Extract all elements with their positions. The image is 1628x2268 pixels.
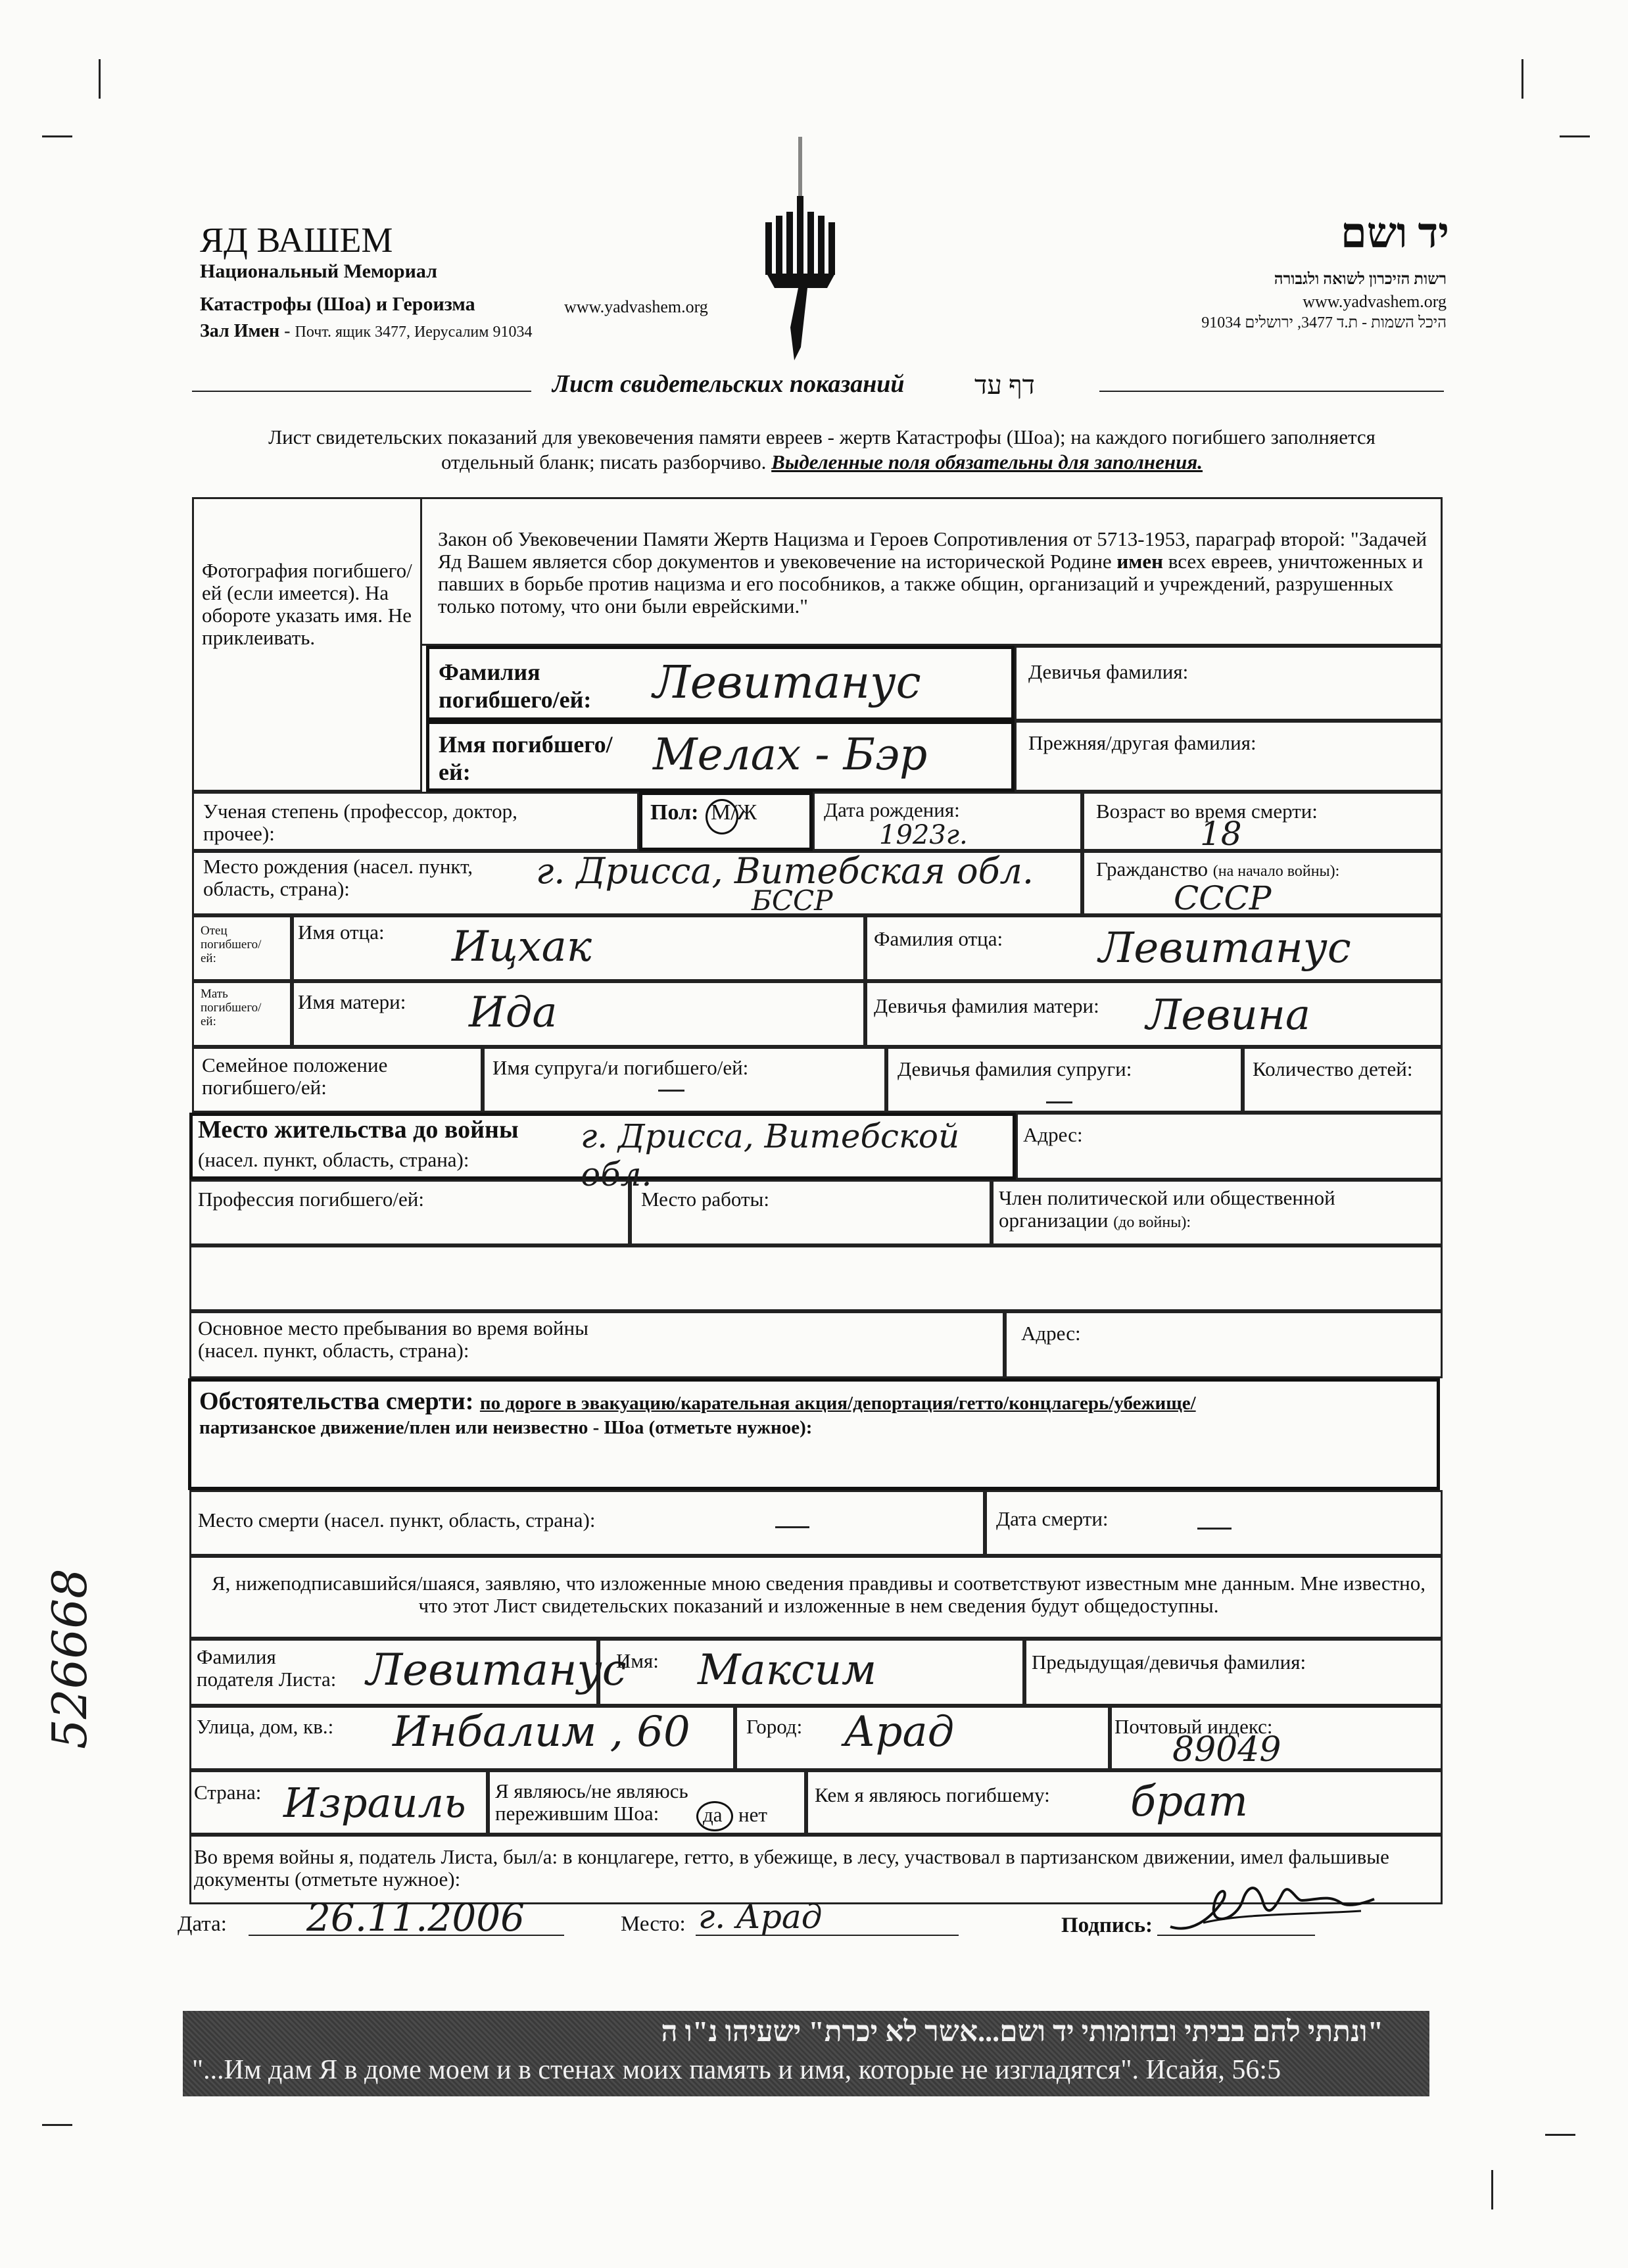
death-date-label: Дата смерти: [996,1507,1109,1530]
surname-label: Фамилия погибшего/ей: [439,659,592,713]
residence-label: Место жительства до войны [198,1116,519,1144]
country-label: Страна: [194,1781,262,1804]
marital-label: Семейное положение погибшего/ей: [202,1053,388,1099]
name-value: Мелах - Бэр [653,729,928,780]
father-surname-value: Левитанус [1099,924,1351,973]
residence-sub: (насел. пункт, область, страна): [198,1148,469,1171]
father-name-label: Имя отца: [298,921,385,944]
street-label: Улица, дом, кв.: [197,1715,334,1738]
he-address: 91034 היכל השמות - ת.ד 3477, ירושלים [1201,314,1447,331]
intro-body: Лист свидетельских показаний для увековечения памяти евреев - жертв Катастрофы (Шоа); на каждого погибшего заполняется отдельный бланк; писать разборчиво. [268,425,1376,473]
submitter-name-value: Максим [698,1646,877,1695]
degree-field[interactable] [192,792,639,851]
org-name-ru: ЯД ВАШЕМ [200,220,393,260]
father-surname-label: Фамилия отца: [874,927,1003,950]
father-name-field[interactable] [292,915,865,981]
blank-row [189,1245,1443,1311]
header [0,0,1628,368]
law-text [438,528,1431,617]
name-label: Имя погибшего/ей: [439,731,613,785]
member-field[interactable] [992,1180,1443,1245]
survivor-field[interactable] [488,1770,806,1835]
spouse-maiden-label: Девичья фамилия супруги: [898,1057,1132,1080]
website: www.yadvashem.org [564,297,708,316]
survivor-no: нет [738,1803,767,1826]
hall-line: Зал Имен - Почт. ящик 3477, Иерусалим 91034 [200,321,533,341]
death-place-field[interactable] [189,1490,985,1556]
survivor-yes-circle-icon [696,1801,733,1831]
date-value[interactable]: 26.11.2006 [306,1895,525,1940]
spouse-maiden-field[interactable] [886,1047,1243,1113]
wartime-self-label: Во время войны я, податель Листа, был/а: в концлагере, гетто, в убежище, в лесу, участвовал в партизанском движении, имел фальшивые документы (отметьте нужное): [194,1845,1389,1891]
gender-label: Пол: [650,800,699,825]
death-circ-line1 [199,1387,1196,1416]
maiden-label: Девичья фамилия: [1028,660,1189,683]
photo-label: Фотография погибшего/ей (если имеется). На обороте указать имя. Не приклеивать. [202,559,412,649]
citizenship-value: СССР [1174,879,1272,917]
wartime-address-label: Адрес: [1021,1322,1081,1345]
law-text-1: Закон об Увековечении Памяти Жертв Нацизма и Героев Сопротивления от 5713-1953, параграф второй: "Задачей Яд Вашем является сбор документов и увековечение на исторической Родине [438,527,1427,573]
surname-value: Левитанус [653,657,921,709]
age-value: 18 [1200,815,1242,853]
children-field[interactable] [1243,1047,1443,1113]
age-label: Возраст во время смерти: [1096,800,1318,823]
citizenship-note: (на начало войны): [1212,863,1340,880]
birthplace-value: г. Дрисса, Витебская обл. [536,850,1034,892]
declaration-text: Я, нижеподписавшийся/шаяся, заявляю, что изложенные мною сведения правдивы и соответствуют известным мне данным. Мне известно, что этот Лист свидетельских показаний и изложенные в нем сведения будут общедоступны. [212,1572,1425,1617]
intro-text [243,425,1401,475]
mother-side-cell [192,981,292,1047]
menorah-logo-icon [761,130,840,371]
wartime-place-label: Основное место пребывания во время войны (насел. пункт, область, страна): [198,1316,588,1362]
signature-label: Подпись: [1061,1914,1153,1937]
hall-address: Почт. ящик 3477, Иерусалим 91034 [295,324,533,341]
mother-name-value: Ида [469,988,558,1037]
death-circ-options-2: партизанское движение/плен или неизвестно - Шоа (отметьте нужное): [199,1417,813,1438]
form-title-he: דף עד [974,370,1035,400]
profession-field[interactable] [189,1180,630,1245]
citizenship-label-text: Гражданство [1096,857,1209,881]
mother-side-label: Мать погибшего/ей: [201,987,262,1028]
wartime-address-field[interactable] [1005,1311,1443,1378]
survivor-yes: да [703,1803,723,1826]
residence-value: г. Дрисса, Витебской обл. [581,1117,960,1194]
place-value[interactable]: г. Арад [698,1898,823,1936]
he-website: www.yadvashem.org [1303,292,1447,311]
death-circ-label: Обстоятельства смерти: [199,1387,474,1415]
law-text-2: всех евреев, уничтоженных и павших в борьбе против нацизма и его пособников, а также общин, организаций и учреждений, разрушенных только потому, что они были еврейскими." [438,550,1424,617]
children-label: Количество детей: [1253,1057,1413,1080]
country-value: Израиль [283,1779,466,1827]
degree-label: Ученая степень (профессор, доктор, прочее): [203,800,517,845]
residence-address-label: Адрес: [1023,1123,1083,1146]
gender-circle-icon [706,799,738,834]
submitter-prev-field[interactable] [1024,1639,1443,1706]
death-place-label: Место смерти (насел. пункт, область, страна): [198,1508,596,1532]
dob-value: 1923г. [879,820,968,850]
law-text-bold: имен [1116,550,1163,573]
member-label-text: Член политической или общественной организации [999,1186,1335,1232]
mother-name-label: Имя матери: [298,990,406,1013]
stamp-number: 526668 [42,1568,97,1749]
org-name-he: יד ושם [1340,210,1449,256]
relation-label: Кем я являюсь погибшему: [815,1783,1050,1806]
date-label: Дата: [178,1912,227,1936]
banner-hebrew: "ונתתי להם בביתי ובחומותי יד ושם...אשר לא יכרת" ישעיהו נ"ו ה [661,2015,1383,2048]
birthplace-value-2: БССР [752,884,833,917]
workplace-label: Место работы: [641,1188,769,1211]
survivor-label: Я являюсь/не являюсь пережившим Шоа: [495,1779,688,1825]
dob-label: Дата рождения: [824,798,960,821]
declaration-box [189,1556,1443,1639]
father-name-value: Ицхак [452,923,592,971]
zip-field[interactable] [1110,1706,1443,1770]
he-line1: רשות הזיכרון לשואה ולגבורה [1274,271,1447,288]
form-title: Лист свидетельских показаний [552,370,905,398]
banner-russian: "...Им дам Я в доме моем и в стенах моих память и имя, которые не изгладятся". Исайя, 56:5 [192,2055,1281,2085]
gender-field[interactable] [639,792,813,851]
mother-maiden-field[interactable] [865,981,1443,1047]
org-line1: Национальный Мемориал [200,260,437,282]
submitter-name-label: Имя: [616,1649,659,1672]
member-note: (до войны): [1113,1214,1191,1231]
photo-box [192,497,422,792]
place-label: Место: [621,1912,686,1936]
prev-surname-field[interactable] [1015,721,1443,792]
father-side-label: Отец погибшего/ей: [201,924,262,965]
law-box [420,497,1443,646]
zip-label: Почтовый индекс: [1114,1715,1273,1738]
maiden-field[interactable] [1015,646,1443,721]
name-field[interactable] [426,721,1015,792]
submitter-surname-field[interactable] [189,1639,627,1706]
death-circumstances-field[interactable] [188,1378,1440,1490]
relation-field[interactable] [806,1770,1443,1835]
submitter-surname-label: Фамилия подателя Листа: [197,1645,337,1691]
workplace-field[interactable] [630,1180,992,1245]
father-side-cell [192,915,292,981]
spouse-name-field[interactable] [483,1047,886,1113]
father-surname-field[interactable] [865,915,1443,981]
birthplace-label: Место рождения (насел. пункт, область, страна): [203,855,473,900]
mother-maiden-value: Левина [1146,991,1311,1040]
hall-label: Зал Имен [200,321,280,341]
member-label [999,1187,1439,1234]
prev-surname-label: Прежняя/другая фамилия: [1028,731,1257,754]
mother-name-field[interactable] [292,981,865,1047]
street-field[interactable] [189,1706,735,1770]
birthplace-field[interactable] [192,851,1082,915]
spouse-name-label: Имя супруга/и погибшего/ей: [492,1056,749,1079]
city-field[interactable] [735,1706,1110,1770]
profession-label: Профессия погибшего/ей: [198,1188,424,1211]
marital-field[interactable] [192,1047,483,1113]
quote-banner [183,2011,1429,2096]
submitter-name-field[interactable] [598,1639,1024,1706]
residence-field[interactable] [189,1113,1016,1194]
wartime-place-field[interactable] [189,1311,1005,1378]
age-field[interactable] [1082,792,1443,851]
death-date-field[interactable] [985,1490,1443,1556]
submitter-prev-label: Предыдущая/девичья фамилия: [1032,1651,1306,1674]
submitter-surname-value: Левитанус [366,1645,627,1695]
citizenship-field[interactable] [1082,851,1443,915]
city-label: Город: [746,1715,803,1738]
intro-emphasis: Выделенные поля обязательны для заполнения. [771,450,1203,473]
city-value: Арад [844,1708,955,1756]
surname-field[interactable] [426,646,1015,721]
org-line2: Катастрофы (Шоа) и Героизма [200,293,475,315]
relation-value: брат [1130,1777,1248,1826]
zip-value: 89049 [1172,1730,1281,1770]
signature-scribble-icon [1164,1874,1381,1940]
dob-field[interactable] [813,792,1082,851]
street-value: Инбалим , 60 [393,1708,690,1756]
mother-maiden-label: Девичья фамилия матери: [874,994,1099,1017]
death-circ-options: по дороге в эвакуацию/карательная акция/депортация/гетто/концлагерь/убежище/ [479,1393,1196,1414]
residence-address-field[interactable] [1016,1113,1443,1180]
country-field[interactable] [189,1770,488,1835]
gender-options: М/Ж [711,800,757,825]
